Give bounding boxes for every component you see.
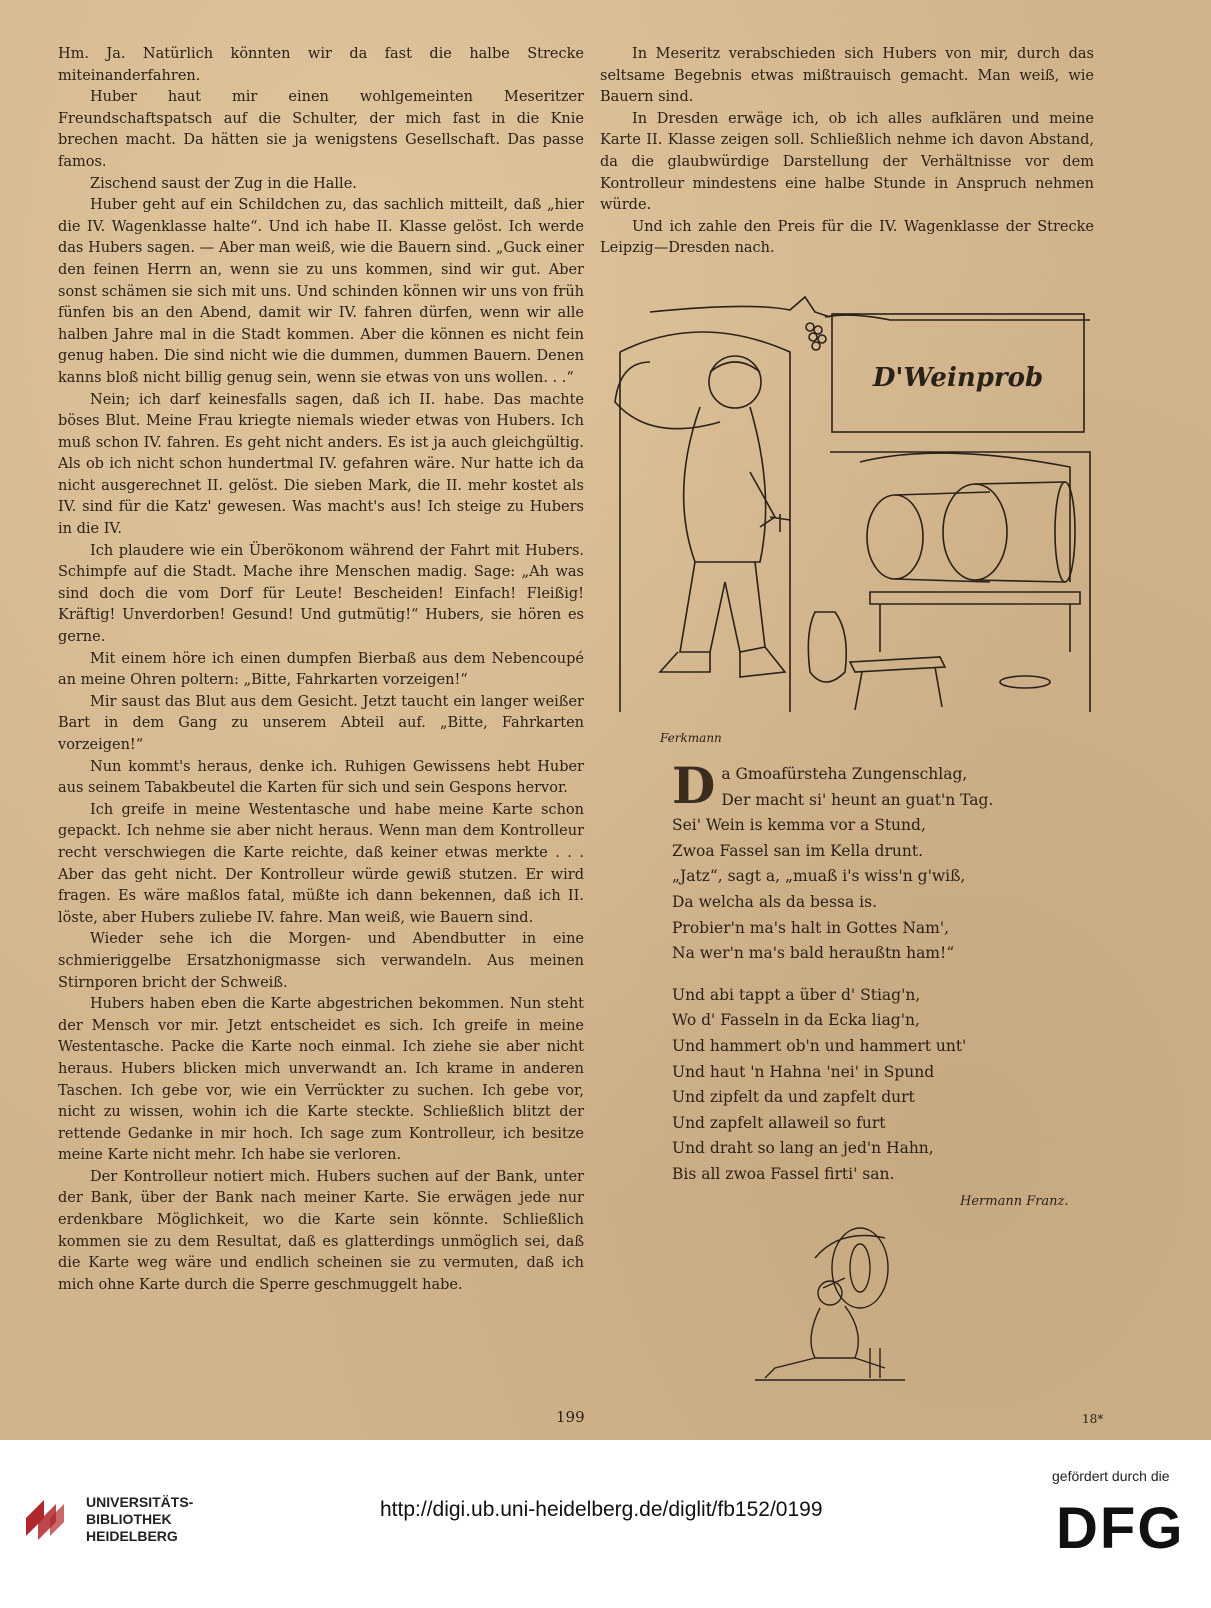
- poem-line: Und abi tappt a über d' Stiag'n,: [672, 985, 921, 1004]
- wine-jug: [808, 612, 846, 682]
- paragraph: Hm. Ja. Natürlich könnten wir da fast die halbe Strecke miteinanderfahren.: [58, 46, 584, 84]
- paragraph: In Meseritz verabschieden sich Hubers von mir, durch das seltsame Begebnis etwas mißtrauisch gemacht. Man weiß, wie Bauern sind.: [600, 46, 1094, 106]
- drop-cap: D: [672, 756, 716, 815]
- poem-line: Zwoa Fassel san im Kella drunt.: [672, 841, 924, 860]
- dfg-logo: DFG: [1056, 1496, 1185, 1561]
- barrel-right: [943, 484, 1007, 580]
- poem-line: a Gmoafürsteha Zungenschlag,: [721, 765, 968, 783]
- paragraph: Nun kommt's heraus, denke ich. Ruhigen Gewissens hebt Huber aus seinem Tabakbeutel die Karten für sich und sein Gespons hervor.: [58, 758, 584, 797]
- cellar-alcove: [860, 453, 1070, 582]
- library-name: [86, 1494, 193, 1545]
- poem-line: Na wer'n ma's bald heraußtn ham!“: [672, 944, 955, 963]
- footer: [0, 1440, 1211, 1608]
- artist-signature: Ferkmann: [660, 731, 722, 745]
- page-number: 199: [556, 1408, 585, 1426]
- poem-line: Da welcha als da bessa is.: [672, 892, 878, 911]
- cellarman-body: [684, 407, 766, 562]
- paragraph: Ich plaudere wie ein Überökonom während der Fahrt mit Hubers. Schimpfe auf die Stadt. Mache ihre Menschen madig. Sage: „Ah was sind doch die vom Dorf für Leute! Bescheiden! Einfach! Fleißig! Kräftig! Unverdorben! Gesund! Und gutmütig!“ Hubers, sie hören es gerne.: [58, 542, 584, 646]
- paragraph: Huber geht auf ein Schildchen zu, das sachlich mitteilt, daß „hier die IV. Wagenklasse halte“. Und ich habe II. Klasse gelöst. Ich werde das Hubers sagen. — Aber man weiß, wie die Bauern sind. „Guck einer den feinen Herrn an, wenn sie zu uns kommen, sind wir gut. Aber sonst schämen sie sich mit uns. Und schinden können wir uns von früh fünfen bis an den Abend, damit wir IV. fahren dürfen, wenn wir alle halben Jahre mal in die Stadt kommen. Aber die können es nicht fein genug haben. Die sind nicht wie die dummen, dummen Bauern. Denen kanns bloß nicht billig genug sein, wenn sie etwas von uns wollen. . .“: [58, 197, 584, 386]
- poem-line: Und zapfelt allaweil so furt: [672, 1113, 886, 1132]
- paragraph: In Dresden erwäge ich, ob ich alles aufklären und meine Karte II. Klasse zeigen soll. Schließlich nehme ich davon Abstand, da die glaubwürdige Darstellung der Verhältnisse vor dem Kontrolleur mindestens eine halbe Stunde in Anspruch nehmen würde.: [600, 110, 1094, 214]
- barrel-left: [867, 495, 923, 579]
- library-name-line: HEIDELBERG: [86, 1528, 178, 1544]
- paragraph: Der Kontrolleur notiert mich. Hubers suchen auf der Bank, unter der Bank, über der Bank nach meiner Karte. Sie erwägen jede nur erdenkbare Möglichkeit, wo die Karte sein könnte. Schließlich kommen sie zu dem Resultat, daß es glatterdings unmöglich sei, daß die Karte weg wäre und endlich scheinen sie zu vermuten, daß ich mich ohne Karte durch die Sperre geschmuggelt habe.: [58, 1168, 584, 1293]
- poem-line: Bis all zwoa Fassel firti' san.: [672, 1164, 895, 1183]
- cellarman-head: [709, 356, 761, 408]
- poem-line: Und zipfelt da und zapfelt durt: [672, 1088, 915, 1107]
- paragraph: Wieder sehe ich die Morgen- und Abendbutter in eine schmieriggelbe Ersatzhonigmasse sich verwandeln. Aus meinen Stirnporen bricht der Schweiß.: [58, 931, 584, 991]
- mallet: [770, 514, 790, 532]
- right-column-top: [600, 44, 1094, 260]
- poem-line: „Jatz“, sagt a, „muaß i's wiss'n g'wiß,: [672, 867, 966, 886]
- poem-line: Der macht si' heunt an guat'n Tag.: [721, 790, 994, 809]
- sack: [615, 362, 720, 429]
- paragraph: Mit einem höre ich einen dumpfen Bierbaß aus dem Nebencoupé an meine Ohren poltern: „Bitte, Fahrkarten vorzeigen!“: [58, 650, 584, 689]
- paragraph: Und ich zahle den Preis für die IV. Wagenklasse der Strecke Leipzig—Dresden nach.: [600, 218, 1094, 257]
- paragraph: Ich greife in meine Westentasche und habe meine Karte schon gepackt. Ich nehme sie aber nicht heraus. Wenn man dem Kontrolleur recht verschwiegen die Karte reichte, daß keiner etwas merkte . . . Aber das geht nicht. Der Kontrolleur würde gewiß stutzen. Er wird fragen. Es wäre maßlos fatal, müßte ich dann bekennen, daß ich II. löste, aber Hubers zuliebe IV. fahre. Man weiß, wie Bauern sind.: [58, 801, 584, 926]
- digital-url-link[interactable]: http://digi.ub.uni-heidelberg.de/diglit/fb152/0199: [380, 1498, 823, 1521]
- paragraph: Zischend saust der Zug in die Halle.: [90, 175, 357, 192]
- poem-line: Probier'n ma's halt in Gottes Nam',: [672, 918, 950, 937]
- paragraph: Nein; ich darf keinesfalls sagen, daß ich II. habe. Das machte böses Blut. Meine Frau kriegte niemals wieder etwas von Hubers. Ich muß schon IV. fahren. Es geht nicht anders. Es ist ja auch gleichgültig. Als ob ich nicht schon hundertmal IV. gefahren wäre. Nur hatte ich da nicht ausgerechnet II. gelöst. Die sieben Mark, die II. mehr kostet als IV. sind für die Katz' gewesen. Was macht's aus! Ich steige zu Hubers in die IV.: [58, 391, 584, 538]
- drunk-man-vignette: [745, 1218, 915, 1398]
- stool: [850, 657, 945, 710]
- poem-line: Wo d' Fasseln in da Ecka liag'n,: [672, 1011, 920, 1030]
- poem-line: Und draht so lang an jed'n Hahn,: [672, 1139, 934, 1158]
- poem-stanza-2: [672, 983, 1092, 1188]
- signature-mark: 18*: [1082, 1412, 1104, 1426]
- poem-line: Sei' Wein is kemma vor a Stund,: [672, 816, 926, 835]
- poem-line: Und haut 'n Hahna 'nei' in Spund: [672, 1062, 935, 1081]
- paragraph: Huber haut mir einen wohlgemeinten Meseritzer Freundschaftspatsch auf die Schulter, der mich fast in die Knie brechen macht. Da hätten sie ja wenigstens Gesellschaft. Das passe famos.: [58, 89, 584, 170]
- university-library-logo-icon: [18, 1490, 72, 1544]
- barrel-rack: [870, 592, 1080, 604]
- library-name-line: UNIVERSITÄTS-: [86, 1494, 194, 1510]
- library-name-line: BIBLIOTHEK: [86, 1511, 172, 1527]
- poem-stanza-1: [672, 756, 1092, 967]
- vine-ornament: [650, 297, 830, 317]
- left-column: [58, 44, 584, 1296]
- sign-text: D'Weinprob: [872, 363, 1044, 393]
- poem-line: Und hammert ob'n und hammert unt': [672, 1036, 967, 1055]
- poem: [672, 756, 1092, 1204]
- paragraph: Hubers haben eben die Karte abgestrichen bekommen. Nun steht der Mensch vor mir. Jetzt entscheidet es sich. Ich greife in meine Westentasche. Packe die Karte noch einmal. Ich ziehe sie aber nicht heraus. Hubers blicken mich unverwandt an. Ich krame in anderen Taschen. Ich gebe vor, wie ein Verrückter zu suchen. Ich gebe vor, nicht zu wissen, wohin ich die Karte steckte. Schließlich blitzt der rettende Gedanke in mir hoch. Ich sage zum Kontrolleur, ich besitze meine Karte nicht mehr. Ich habe sie verloren.: [58, 996, 584, 1164]
- wine-cellar-illustration: [600, 292, 1100, 752]
- poem-author: Hermann Franz.: [960, 1194, 1069, 1209]
- funded-by-label: gefördert durch die: [1052, 1468, 1170, 1484]
- paragraph: Mir saust das Blut aus dem Gesicht. Jetzt taucht ein langer weißer Bart in dem Gang zu unserem Abteil auf. „Bitte, Fahrkarten vorzeigen!“: [58, 693, 584, 753]
